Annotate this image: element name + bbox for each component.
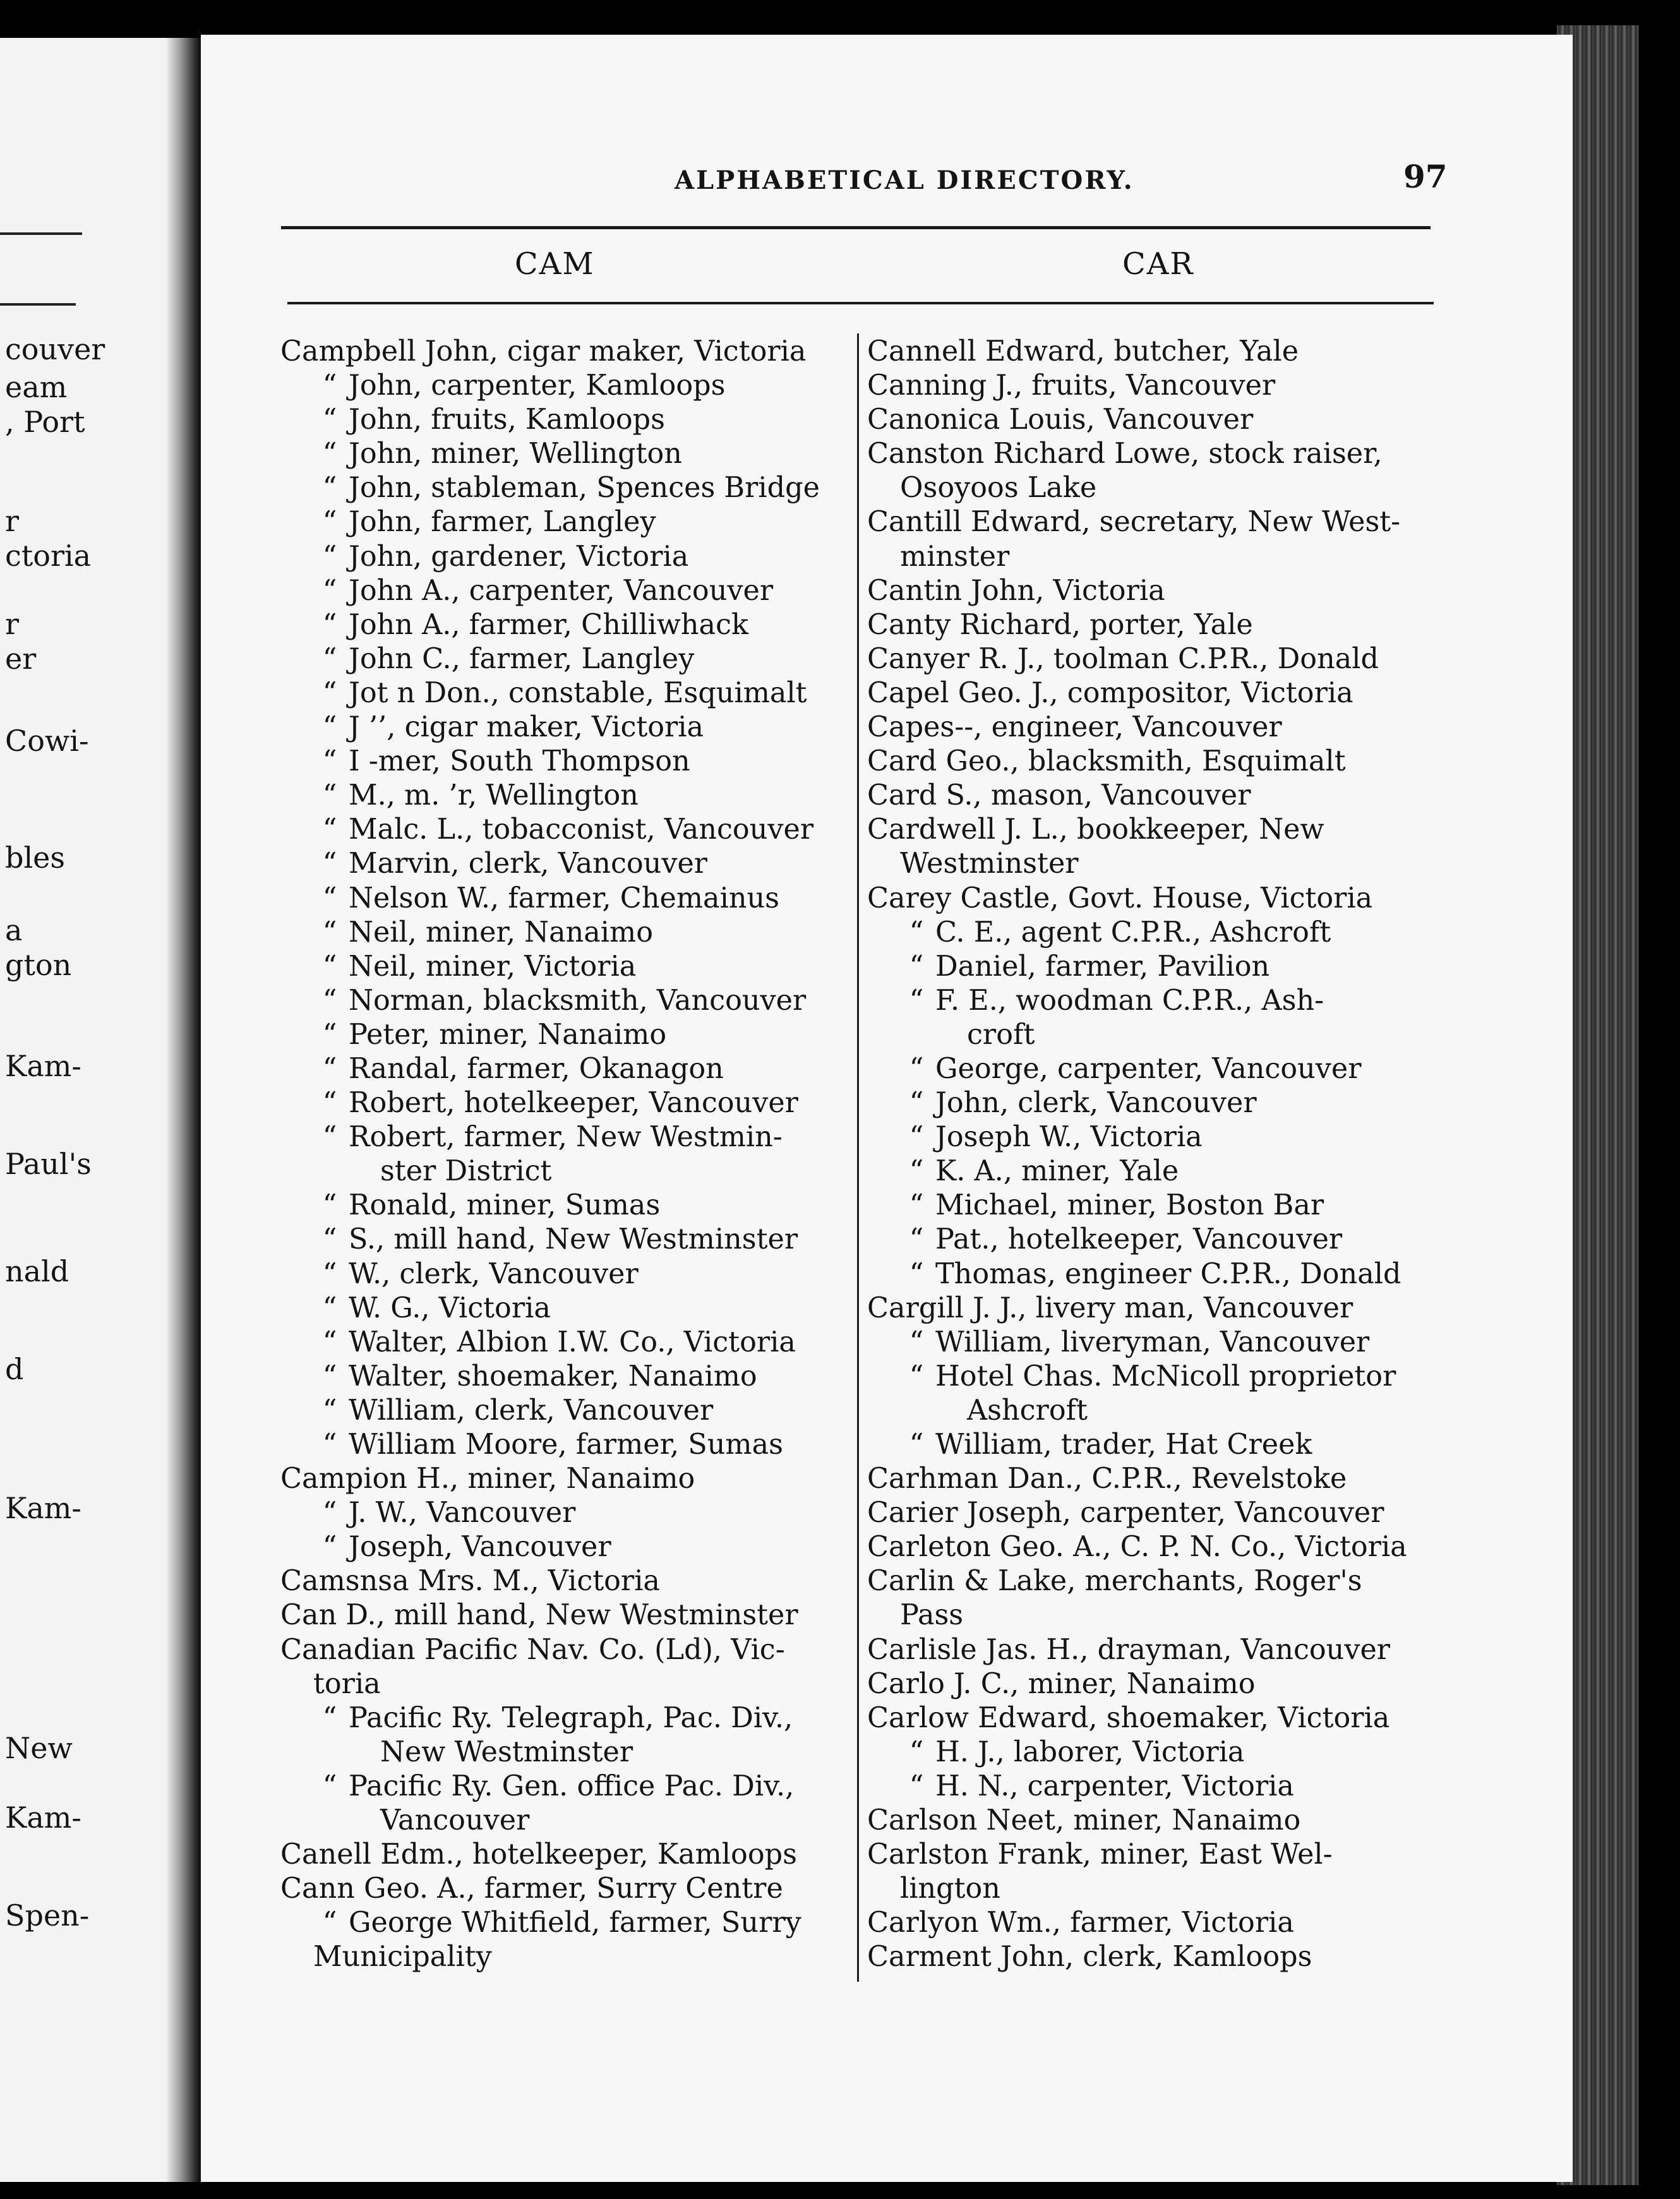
right-directory-entry: [867, 437, 1407, 471]
right-directory-entry: [867, 1154, 1407, 1189]
entry-text: John, gardener, Victoria: [349, 540, 689, 573]
ditto-mark: “: [322, 1429, 337, 1461]
entry-text: Michael, miner, Boston Bar: [935, 1189, 1324, 1222]
entry-text: Carlow Edward, shoemaker, Victoria: [867, 1701, 1390, 1734]
entry-text: croft: [967, 1018, 1035, 1051]
entry-text: John A., carpenter, Vancouver: [349, 574, 774, 607]
left-directory-entry: [280, 369, 820, 403]
right-directory-entry: [867, 335, 1407, 369]
entry-text: William, liveryman, Vancouver: [935, 1326, 1370, 1358]
ditto-mark: “: [322, 1770, 337, 1802]
left-directory-entry: [280, 710, 820, 745]
ditto-mark: “: [909, 1429, 924, 1461]
entry-text: Carhman Dan., C.P.R., Revelstoke: [867, 1463, 1347, 1495]
entry-text: Norman, blacksmith, Vancouver: [349, 984, 807, 1017]
entry-text: Canell Edm., hotelkeeper, Kamloops: [280, 1838, 797, 1871]
entry-text: Marvin, clerk, Vancouver: [349, 848, 708, 880]
ditto-mark: “: [909, 1360, 924, 1393]
entry-text: Joseph W., Victoria: [935, 1121, 1203, 1154]
ditto-mark: “: [322, 472, 337, 505]
facing-page-fragment: Kam-: [5, 1049, 81, 1083]
entry-text: John C., farmer, Langley: [349, 642, 695, 675]
right-directory-entry: [867, 471, 1407, 505]
entry-text: William, trader, Hat Creek: [935, 1429, 1312, 1461]
right-directory-entry: [867, 1223, 1407, 1257]
entry-text: Canty Richard, porter, Yale: [867, 608, 1253, 641]
entry-text: Capes--, engineer, Vancouver: [867, 711, 1282, 744]
entry-text: John, clerk, Vancouver: [935, 1087, 1257, 1120]
ditto-mark: “: [909, 984, 924, 1017]
entry-text: Carlston Frank, miner, East Wel-: [867, 1838, 1333, 1871]
right-directory-entry: [867, 1189, 1407, 1223]
left-directory-entry: [280, 1701, 820, 1735]
right-directory-entry: [867, 1872, 1407, 1906]
entry-text: New Westminster: [380, 1735, 633, 1768]
facing-page-fragment: ctoria: [5, 539, 92, 573]
right-directory-entry: [867, 608, 1407, 642]
ditto-mark: “: [322, 404, 337, 436]
ditto-mark: “: [322, 1052, 337, 1085]
facing-page-fragment: Paul's: [5, 1147, 92, 1181]
right-directory-entry: [867, 779, 1407, 813]
entry-text: Pacific Ry. Gen. office Pac. Div.,: [349, 1770, 795, 1802]
entry-text: Carleton Geo. A., C. P. N. Co., Victoria: [867, 1531, 1407, 1564]
ditto-mark: “: [322, 438, 337, 470]
left-directory-entry: [280, 1394, 820, 1428]
facing-page-fragment: , Port: [5, 405, 85, 439]
right-directory-entry: [867, 1598, 1407, 1633]
entry-text: Nelson W., farmer, Chemainus: [349, 882, 779, 914]
ditto-mark: “: [909, 1121, 924, 1154]
right-directory-entry: [867, 745, 1407, 779]
facing-page-fragment: couver: [5, 332, 105, 366]
right-directory-entry: [867, 710, 1407, 745]
facing-page-fragment: Kam-: [5, 1801, 81, 1835]
ditto-mark: “: [322, 1189, 337, 1222]
entry-text: Carlo J. C., miner, Nanaimo: [867, 1667, 1256, 1700]
ditto-mark: “: [909, 1087, 924, 1120]
ditto-mark: “: [322, 1223, 337, 1256]
left-directory-entry: [280, 471, 820, 505]
left-directory-entry: [280, 1530, 820, 1564]
left-directory-entry: [280, 1257, 820, 1291]
right-directory-entry: [867, 1462, 1407, 1496]
ditto-mark: “: [909, 1257, 924, 1290]
page-number: 97: [1403, 158, 1448, 195]
facing-page-rule: [0, 232, 82, 235]
ditto-mark: “: [322, 916, 337, 949]
ditto-mark: “: [322, 745, 337, 778]
facing-page-fragment: Cowi-: [5, 724, 89, 758]
left-directory-entry: [280, 1428, 820, 1462]
entry-text: H. N., carpenter, Victoria: [935, 1770, 1294, 1802]
ditto-mark: “: [322, 1291, 337, 1324]
entry-text: Carlson Neet, miner, Nanaimo: [867, 1804, 1301, 1837]
entry-text: H. J., laborer, Victoria: [935, 1735, 1245, 1768]
left-directory-entry: [280, 676, 820, 710]
entry-text: Walter, shoemaker, Nanaimo: [349, 1360, 757, 1393]
left-directory-entry: [280, 335, 820, 369]
right-directory-entry: [867, 676, 1407, 710]
right-directory-entry: [867, 1701, 1407, 1735]
entry-text: W., clerk, Vancouver: [349, 1257, 639, 1290]
left-directory-entry: [280, 847, 820, 881]
entry-text: John, miner, Wellington: [349, 438, 682, 470]
entry-text: John, carpenter, Kamloops: [349, 369, 726, 402]
entry-text: J. W., Vancouver: [349, 1497, 576, 1530]
facing-page-fragment: gton: [5, 948, 72, 982]
left-directory-entry: [280, 403, 820, 437]
column-divider: [857, 333, 859, 1982]
right-directory-entry: [867, 1257, 1407, 1291]
left-directory-entry: [280, 608, 820, 642]
left-directory-entry: [280, 1018, 820, 1052]
entry-text: Pass: [900, 1599, 964, 1632]
entry-text: Campion H., miner, Nanaimo: [280, 1463, 695, 1495]
right-column: [867, 335, 1407, 1975]
ditto-mark: “: [322, 950, 337, 983]
entry-text: Campbell John, cigar maker, Victoria: [280, 335, 807, 368]
left-directory-entry: [280, 642, 820, 676]
entry-text: Hotel Chas. McNicoll proprietor: [935, 1360, 1396, 1393]
ditto-mark: “: [322, 1018, 337, 1051]
entry-text: M., m. ’r, Wellington: [349, 779, 639, 812]
entry-text: George Whitfield, farmer, Surry: [349, 1907, 801, 1939]
ditto-mark: “: [322, 711, 337, 744]
entry-text: Thomas, engineer C.P.R., Donald: [935, 1257, 1401, 1290]
right-directory-entry: [867, 574, 1407, 608]
right-directory-entry: [867, 1394, 1407, 1428]
left-directory-entry: [280, 1120, 820, 1154]
entry-text: W. G., Victoria: [349, 1291, 551, 1324]
entry-text: ster District: [380, 1155, 552, 1188]
entry-text: J ’’, cigar maker, Victoria: [349, 711, 704, 744]
entry-text: John A., farmer, Chilliwhack: [349, 608, 748, 641]
entry-text: John, stableman, Spences Bridge: [349, 472, 820, 505]
right-directory-entry: [867, 540, 1407, 574]
ditto-mark: “: [322, 1394, 337, 1427]
entry-text: George, carpenter, Vancouver: [935, 1052, 1362, 1085]
entry-text: Cann Geo. A., farmer, Surry Centre: [280, 1872, 783, 1905]
ditto-mark: “: [322, 1121, 337, 1154]
entry-text: Municipality: [313, 1941, 492, 1974]
ditto-mark: “: [322, 540, 337, 573]
left-directory-entry: [280, 1086, 820, 1120]
right-directory-entry: [867, 369, 1407, 403]
ditto-mark: “: [322, 369, 337, 402]
right-directory-entry: [867, 403, 1407, 437]
ditto-mark: “: [322, 1257, 337, 1290]
entry-text: C. E., agent C.P.R., Ashcroft: [935, 916, 1331, 949]
right-directory-entry: [867, 1018, 1407, 1052]
left-directory-entry: [280, 1564, 820, 1598]
left-directory-entry: [280, 1838, 820, 1872]
entry-text: John, farmer, Langley: [349, 506, 656, 539]
entry-text: Cannell Edward, butcher, Yale: [867, 335, 1299, 368]
right-directory-entry: [867, 1735, 1407, 1770]
right-directory-entry: [867, 1530, 1407, 1564]
right-directory-entry: [867, 950, 1407, 984]
entry-text: Osoyoos Lake: [900, 472, 1097, 505]
ditto-mark: “: [909, 916, 924, 949]
right-directory-entry: [867, 1667, 1407, 1701]
facing-page-fragment: r: [5, 504, 19, 538]
left-directory-entry: [280, 745, 820, 779]
ditto-mark: “: [322, 506, 337, 539]
left-directory-entry: [280, 1154, 820, 1189]
right-directory-entry: [867, 847, 1407, 881]
entry-text: Cardwell J. L., bookkeeper, New: [867, 813, 1324, 846]
facing-page-fragment: New: [5, 1731, 73, 1765]
facing-page-rule: [0, 303, 76, 306]
entry-text: Cantin John, Victoria: [867, 574, 1165, 607]
entry-text: Carlisle Jas. H., drayman, Vancouver: [867, 1633, 1391, 1666]
ditto-mark: “: [322, 882, 337, 914]
ditto-mark: “: [322, 608, 337, 641]
entry-text: Carier Joseph, carpenter, Vancouver: [867, 1497, 1384, 1530]
entry-text: John, fruits, Kamloops: [349, 404, 665, 436]
right-directory-entry: [867, 1360, 1407, 1394]
ditto-mark: “: [322, 1497, 337, 1530]
left-directory-entry: [280, 1052, 820, 1086]
facing-page-fragment: Spen-: [5, 1898, 90, 1932]
facing-page-fragment: d: [5, 1352, 24, 1386]
ditto-mark: “: [322, 1087, 337, 1120]
ditto-mark: “: [322, 1360, 337, 1393]
left-directory-entry: [280, 1291, 820, 1326]
right-column-head: CAR: [1122, 246, 1194, 282]
right-directory-entry: [867, 1291, 1407, 1326]
right-directory-entry: [867, 505, 1407, 539]
left-directory-entry: [280, 1189, 820, 1223]
right-directory-entry: [867, 882, 1407, 916]
entry-text: Carey Castle, Govt. House, Victoria: [867, 882, 1373, 914]
left-directory-entry: [280, 574, 820, 608]
left-directory-entry: [280, 882, 820, 916]
entry-text: Peter, miner, Nanaimo: [349, 1018, 667, 1051]
right-directory-entry: [867, 1086, 1407, 1120]
entry-text: Canadian Pacific Nav. Co. (Ld), Vic-: [280, 1633, 785, 1666]
header-rule: [281, 226, 1431, 229]
entry-text: Carment John, clerk, Kamloops: [867, 1941, 1312, 1974]
right-directory-entry: [867, 1120, 1407, 1154]
left-directory-entry: [280, 1462, 820, 1496]
right-directory-entry: [867, 1770, 1407, 1804]
left-directory-entry: [280, 984, 820, 1018]
ditto-mark: “: [322, 642, 337, 675]
facing-page-fragment: bles: [5, 841, 65, 875]
left-directory-entry: [280, 1633, 820, 1667]
entry-text: Daniel, farmer, Pavilion: [935, 950, 1270, 983]
entry-text: Joseph, Vancouver: [349, 1531, 611, 1564]
right-directory-entry: [867, 1564, 1407, 1598]
left-directory-entry: [280, 437, 820, 471]
facing-page-fragment: er: [5, 642, 37, 676]
ditto-mark: “: [909, 1155, 924, 1188]
page-header-title: ALPHABETICAL DIRECTORY.: [675, 165, 1134, 195]
left-directory-entry: [280, 950, 820, 984]
ditto-mark: “: [322, 779, 337, 812]
entry-text: Canonica Louis, Vancouver: [867, 404, 1254, 436]
entry-text: Pat., hotelkeeper, Vancouver: [935, 1223, 1343, 1256]
ditto-mark: “: [909, 1326, 924, 1358]
left-directory-entry: [280, 779, 820, 813]
left-directory-entry: [280, 505, 820, 539]
facing-page-fragment: Kam-: [5, 1491, 81, 1525]
ditto-mark: “: [909, 950, 924, 983]
ditto-mark: “: [909, 1052, 924, 1085]
right-directory-entry: [867, 1804, 1407, 1838]
entry-text: Carlin & Lake, merchants, Roger's: [867, 1565, 1362, 1598]
left-directory-entry: [280, 1667, 820, 1701]
entry-text: F. E., woodman C.P.R., Ash-: [935, 984, 1324, 1017]
entry-text: Canston Richard Lowe, stock raiser,: [867, 438, 1383, 470]
entry-text: Card Geo., blacksmith, Esquimalt: [867, 745, 1346, 778]
ditto-mark: “: [322, 1531, 337, 1564]
entry-text: William Moore, farmer, Sumas: [349, 1429, 783, 1461]
entry-text: Carlyon Wm., farmer, Victoria: [867, 1907, 1294, 1939]
entry-text: Robert, farmer, New Westmin-: [349, 1121, 783, 1154]
entry-text: lington: [900, 1872, 1000, 1905]
ditto-mark: “: [322, 676, 337, 709]
entry-text: William, clerk, Vancouver: [349, 1394, 714, 1427]
ditto-mark: “: [322, 848, 337, 880]
facing-page-fragment: nald: [5, 1254, 69, 1288]
left-directory-entry: [280, 1223, 820, 1257]
entry-text: Randal, farmer, Okanagon: [349, 1052, 724, 1085]
right-directory-entry: [867, 1052, 1407, 1086]
right-directory-entry: [867, 1496, 1407, 1530]
ditto-mark: “: [909, 1223, 924, 1256]
left-directory-entry: [280, 1804, 820, 1838]
ditto-mark: “: [322, 813, 337, 846]
entry-text: Westminster: [900, 848, 1079, 880]
left-directory-entry: [280, 1496, 820, 1530]
entry-text: K. A., miner, Yale: [935, 1155, 1179, 1188]
right-directory-entry: [867, 1326, 1407, 1360]
right-directory-entry: [867, 642, 1407, 676]
facing-page-fragment: a: [5, 913, 23, 947]
entry-text: minster: [900, 540, 1010, 573]
entry-text: Neil, miner, Victoria: [349, 950, 637, 983]
ditto-mark: “: [322, 1326, 337, 1358]
entry-text: Card S., mason, Vancouver: [867, 779, 1251, 812]
entry-text: Capel Geo. J., compositor, Victoria: [867, 676, 1353, 709]
entry-text: Canning J., fruits, Vancouver: [867, 369, 1276, 402]
right-directory-entry: [867, 1633, 1407, 1667]
left-column: [280, 335, 820, 1975]
entry-text: Canyer R. J., toolman C.P.R., Donald: [867, 642, 1379, 675]
right-directory-entry: [867, 916, 1407, 950]
ditto-mark: “: [909, 1735, 924, 1768]
entry-text: Ashcroft: [967, 1394, 1088, 1427]
entry-text: Pacific Ry. Telegraph, Pac. Div.,: [349, 1701, 793, 1734]
entry-text: Malc. L., tobacconist, Vancouver: [349, 813, 814, 846]
ditto-mark: “: [909, 1189, 924, 1222]
left-directory-entry: [280, 1598, 820, 1633]
facing-page-fragment: r: [5, 607, 19, 641]
entry-text: Vancouver: [380, 1804, 530, 1837]
column-head-rule: [287, 302, 1434, 304]
entry-text: Walter, Albion I.W. Co., Victoria: [349, 1326, 796, 1358]
entry-text: Cantill Edward, secretary, New West-: [867, 506, 1401, 539]
left-directory-entry: [280, 1940, 820, 1974]
entry-text: Can D., mill hand, New Westminster: [280, 1599, 798, 1632]
right-directory-entry: [867, 1940, 1407, 1974]
entry-text: Camsnsa Mrs. M., Victoria: [280, 1565, 660, 1598]
left-directory-entry: [280, 1770, 820, 1804]
entry-text: Robert, hotelkeeper, Vancouver: [349, 1087, 798, 1120]
left-directory-entry: [280, 1326, 820, 1360]
right-directory-entry: [867, 813, 1407, 847]
left-directory-entry: [280, 1735, 820, 1770]
facing-page-fragment: eam: [5, 370, 68, 404]
left-directory-entry: [280, 813, 820, 847]
left-directory-entry: [280, 540, 820, 574]
ditto-mark: “: [322, 574, 337, 607]
ditto-mark: “: [322, 1701, 337, 1734]
entry-text: toria: [313, 1667, 381, 1700]
right-directory-entry: [867, 984, 1407, 1018]
left-directory-entry: [280, 1906, 820, 1940]
ditto-mark: “: [909, 1770, 924, 1802]
entry-text: Neil, miner, Nanaimo: [349, 916, 654, 949]
entry-text: Ronald, miner, Sumas: [349, 1189, 661, 1222]
left-column-head: CAM: [515, 246, 595, 282]
right-directory-entry: [867, 1428, 1407, 1462]
entry-text: I -mer, South Thompson: [349, 745, 690, 778]
entry-text: S., mill hand, New Westminster: [349, 1223, 798, 1256]
ditto-mark: “: [322, 1907, 337, 1939]
entry-text: Jot n Don., constable, Esquimalt: [349, 676, 807, 709]
left-directory-entry: [280, 1872, 820, 1906]
book-gutter: [165, 38, 203, 2182]
entry-text: Cargill J. J., livery man, Vancouver: [867, 1291, 1353, 1324]
left-directory-entry: [280, 1360, 820, 1394]
right-directory-entry: [867, 1838, 1407, 1872]
right-directory-entry: [867, 1906, 1407, 1940]
ditto-mark: “: [322, 984, 337, 1017]
left-directory-entry: [280, 916, 820, 950]
